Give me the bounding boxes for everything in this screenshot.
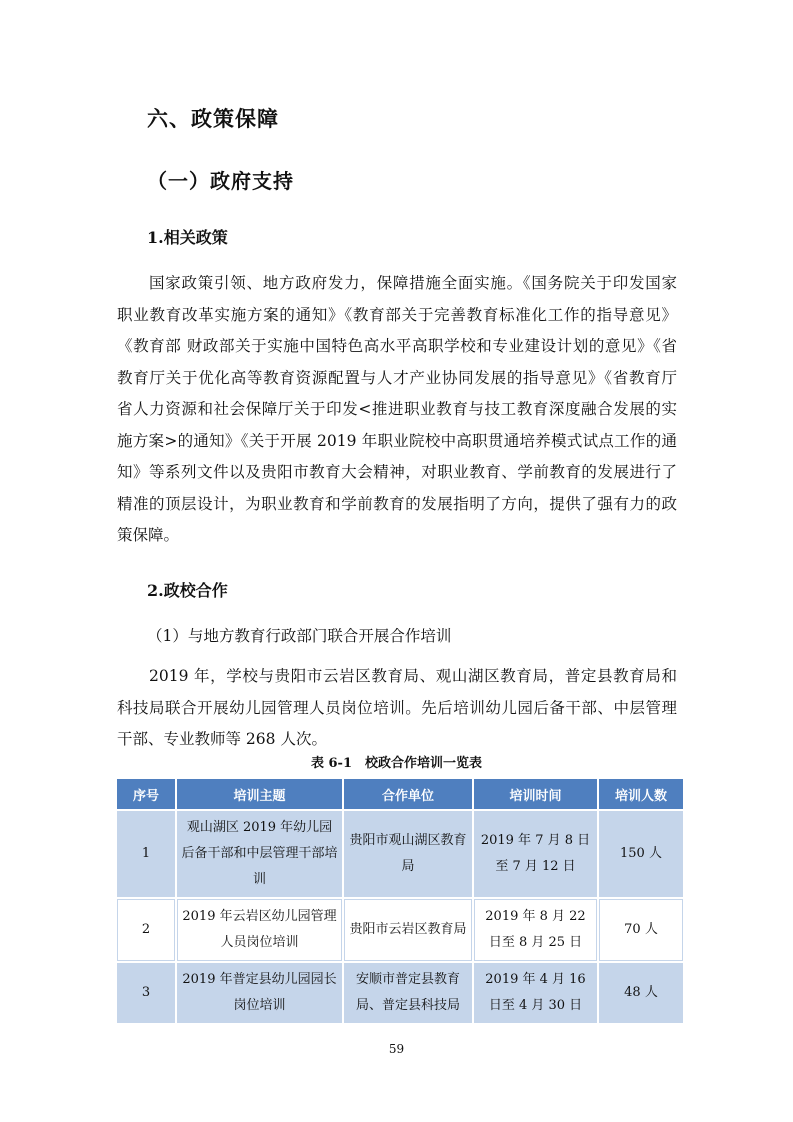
table-row xyxy=(117,899,683,961)
table-row xyxy=(117,811,683,897)
table-cell: 1 xyxy=(117,811,175,897)
table-cell: 贵阳市云岩区教育局 xyxy=(344,899,472,961)
table-header-cell: 序号 xyxy=(117,779,175,809)
table-cell: 2 xyxy=(117,899,175,961)
table-cell: 安顺市普定县教育局、普定县科技局 xyxy=(344,963,472,1023)
table-caption: 表 6-1 校政合作培训一览表 xyxy=(310,756,482,771)
item-title-policy: 1.相关政策 xyxy=(147,228,228,247)
paragraph-line: 《教育部 财政部关于实施中国特色高水平高职学校和专业建设计划的意见》《省 xyxy=(117,337,677,355)
paragraph-line: 知》等系列文件以及贵阳市教育大会精神，对职业教育、学前教育的发展进行了 xyxy=(117,463,677,481)
paragraph-line: 精准的顶层设计，为职业教育和学前教育的发展指明了方向，提供了强有力的政 xyxy=(117,494,677,513)
paragraph-line: 省人力资源和社会保障厅关于印发<推进职业教育与技工教育深度融合发展的实 xyxy=(117,400,677,418)
page-number: 59 xyxy=(388,1042,405,1056)
table-cell: 2019 年 4 月 16 日至 4 月 30 日 xyxy=(474,963,597,1023)
table-cell: 2019 年云岩区幼儿园管理人员岗位培训 xyxy=(177,899,342,961)
table-cell: 贵阳市观山湖区教育局 xyxy=(344,811,472,897)
item-title-cooperation: 2.政校合作 xyxy=(147,581,228,600)
table-cell: 3 xyxy=(117,963,175,1023)
table-header-cell: 培训人数 xyxy=(599,779,683,809)
table-header-cell: 培训时间 xyxy=(474,779,597,809)
training-table xyxy=(115,777,685,1025)
table-row xyxy=(117,963,683,1023)
table-cell: 70 人 xyxy=(599,899,683,961)
table-cell: 2019 年 8 月 22 日至 8 月 25 日 xyxy=(474,899,597,961)
table-cell: 150 人 xyxy=(599,811,683,897)
table-cell: 2019 年普定县幼儿园园长岗位培训 xyxy=(177,963,342,1023)
paragraph-line: 科技局联合开展幼儿园管理人员岗位培训。先后培训幼儿园后备干部、中层管理 xyxy=(117,698,677,717)
section-title: 六、政策保障 xyxy=(147,106,279,131)
table-header-row xyxy=(117,779,683,809)
paragraph-line: 干部、专业教师等 268 人次。 xyxy=(117,730,327,748)
subitem-title: （1）与地方教育行政部门联合开展合作培训 xyxy=(147,627,452,645)
cooperation-paragraph xyxy=(117,661,677,756)
table-cell: 观山湖区 2019 年幼儿园后备干部和中层管理干部培训 xyxy=(177,811,342,897)
paragraph-line: 职业教育改革实施方案的通知》《教育部关于完善教育标准化工作的指导意见》 xyxy=(117,305,677,324)
table-header-cell: 培训主题 xyxy=(177,779,342,809)
table-cell: 2019 年 7 月 8 日至 7 月 12 日 xyxy=(474,811,597,897)
paragraph-line: 教育厅关于优化高等教育资源配置与人才产业协同发展的指导意见》《省教育厅 xyxy=(117,368,677,387)
paragraph-line: 策保障。 xyxy=(117,526,180,544)
subsection-title: （一）政府支持 xyxy=(147,169,294,193)
paragraph-line: 2019 年，学校与贵阳市云岩区教育局、观山湖区教育局，普定县教育局和 xyxy=(149,667,677,685)
table-cell: 48 人 xyxy=(599,963,683,1023)
paragraph-line: 国家政策引领、地方政府发力，保障措施全面实施。《国务院关于印发国家 xyxy=(149,274,677,292)
paragraph-line: 施方案>的通知》《关于开展 2019 年职业院校中高职贯通培养模式试点工作的通 xyxy=(117,431,677,450)
policy-paragraph xyxy=(117,268,677,552)
table-header-cell: 合作单位 xyxy=(344,779,472,809)
